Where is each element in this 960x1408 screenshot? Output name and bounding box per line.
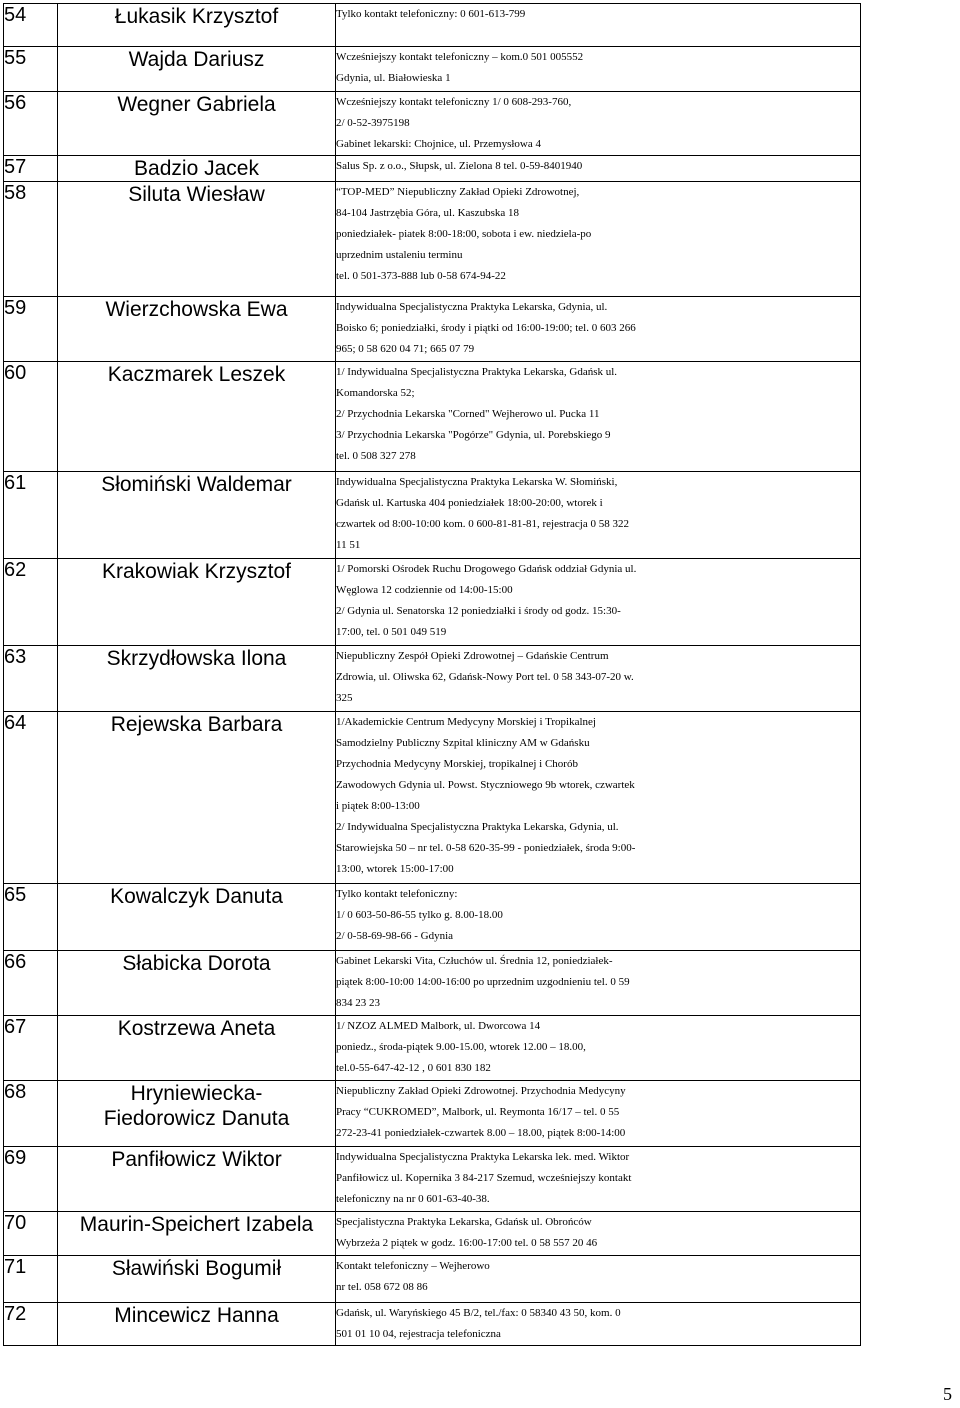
doctor-name: Siluta Wiesław	[58, 182, 336, 297]
info-line: 325	[336, 692, 353, 704]
doctor-name: Sławiński Bogumił	[58, 1256, 336, 1303]
doctor-name: Panfiłowicz Wiktor	[58, 1147, 336, 1212]
info-line: Wybrzeża 2 piątek w godz. 16:00-17:00 tel. 0 58 557 20 46	[336, 1237, 598, 1249]
info-line: 965; 0 58 620 04 71; 665 07 79	[336, 343, 475, 355]
row-number: 63	[4, 646, 58, 712]
info-line: “TOP-MED” Niepubliczny Zakład Opieki Zdrowotnej,	[336, 186, 580, 198]
contact-info	[336, 1256, 861, 1303]
info-line: telefoniczny na nr 0 601-63-40-38.	[336, 1193, 490, 1205]
contact-info	[336, 884, 861, 951]
info-line: 2/ Przychodnia Lekarska "Corned" Wejherowo ul. Pucka 11	[336, 408, 600, 420]
row-number: 59	[4, 297, 58, 362]
info-line: Węglowa 12 codziennie od 14:00-15:00	[336, 584, 513, 596]
row-number: 55	[4, 47, 58, 92]
contact-info	[336, 297, 861, 362]
info-line: 1/Akademickie Centrum Medycyny Morskiej i Tropikalnej	[336, 716, 596, 728]
contact-table	[3, 3, 861, 1346]
table-row	[4, 4, 861, 47]
info-line: czwartek od 8:00-10:00 kom. 0 600-81-81-81, rejestracja 0 58 322	[336, 518, 629, 530]
table-row	[4, 182, 861, 297]
table-row	[4, 472, 861, 559]
contact-info	[336, 362, 861, 472]
info-line: Zdrowia, ul. Oliwska 62, Gdańsk-Nowy Port tel. 0 58 343-07-20 w.	[336, 671, 634, 683]
info-line: nr tel. 058 672 08 86	[336, 1281, 428, 1293]
table-row	[4, 156, 861, 182]
info-line: 501 01 10 04, rejestracja telefoniczna	[336, 1328, 501, 1340]
info-line: piątek 8:00-10:00 14:00-16:00 po uprzednim uzgodnieniu tel. 0 59	[336, 976, 630, 988]
contact-info	[336, 47, 861, 92]
info-line: poniedz., środa-piątek 9.00-15.00, wtorek 12.00 – 18.00,	[336, 1041, 586, 1053]
doctor-name: Wierzchowska Ewa	[58, 297, 336, 362]
table-row	[4, 1212, 861, 1256]
info-line: tel. 0 508 327 278	[336, 450, 416, 462]
info-line: 272-23-41 poniedziałek-czwartek 8.00 – 18.00, piątek 8:00-14:00	[336, 1127, 626, 1139]
table-row	[4, 297, 861, 362]
contact-info	[336, 1147, 861, 1212]
table-row	[4, 1256, 861, 1303]
doctor-name: Rejewska Barbara	[58, 712, 336, 884]
row-number: 70	[4, 1212, 58, 1256]
info-line: 2/ Gdynia ul. Senatorska 12 poniedziałki i środy od godz. 15:30-	[336, 605, 621, 617]
contact-info	[336, 472, 861, 559]
contact-info	[336, 559, 861, 646]
info-line: 1/ 0 603-50-86-55 tylko g. 8.00-18.00	[336, 909, 503, 921]
info-line: 1/ Pomorski Ośrodek Ruchu Drogowego Gdańsk oddział Gdynia ul.	[336, 563, 637, 575]
info-line: 1/ NZOZ ALMED Malbork, ul. Dworcowa 14	[336, 1020, 541, 1032]
info-line: 2/ 0-58-69-98-66 - Gdynia	[336, 930, 454, 942]
info-line: 834 23 23	[336, 997, 380, 1009]
info-line: Tylko kontakt telefoniczny:	[336, 888, 458, 900]
table-row	[4, 362, 861, 472]
info-line: Tylko kontakt telefoniczny: 0 601-613-799	[336, 8, 526, 20]
table-row	[4, 1147, 861, 1212]
row-number: 71	[4, 1256, 58, 1303]
row-number: 68	[4, 1081, 58, 1147]
contact-info	[336, 1212, 861, 1256]
info-line: Specjalistyczna Praktyka Lekarska, Gdańsk ul. Obrońców	[336, 1216, 592, 1228]
row-number: 64	[4, 712, 58, 884]
contact-info	[336, 1081, 861, 1147]
row-number: 62	[4, 559, 58, 646]
info-line: Gabinet Lekarski Vita, Człuchów ul. Średnia 12, poniedziałek-	[336, 955, 613, 967]
row-number: 58	[4, 182, 58, 297]
info-line: 11 51	[336, 539, 361, 551]
row-number: 60	[4, 362, 58, 472]
doctor-name: Skrzydłowska Ilona	[58, 646, 336, 712]
info-line: 2/ Indywidualna Specjalistyczna Praktyka Lekarska, Gdynia, ul.	[336, 821, 619, 833]
info-line: Starowiejska 50 – nr tel. 0-58 620-35-99 - poniedziałek, środa 9:00-	[336, 842, 636, 854]
table-row	[4, 646, 861, 712]
contact-info	[336, 4, 861, 47]
doctor-name: Kaczmarek Leszek	[58, 362, 336, 472]
row-number: 65	[4, 884, 58, 951]
info-line: Pracy “CUKROMED”, Malbork, ul. Reymonta 16/17 – tel. 0 55	[336, 1106, 620, 1118]
info-line: Gdynia, ul. Białowieska 1	[336, 72, 451, 84]
row-number: 57	[4, 156, 58, 182]
doctor-name: Wajda Dariusz	[58, 47, 336, 92]
table-row	[4, 1016, 861, 1081]
page-number: 5	[943, 1384, 952, 1404]
info-line: Zawodowych Gdynia ul. Powst. Styczniowego 9b wtorek, czwartek	[336, 779, 635, 791]
doctor-name: Kostrzewa Aneta	[58, 1016, 336, 1081]
doctor-name: Badzio Jacek	[58, 156, 336, 182]
info-line: Przychodnia Medycyny Morskiej, tropikalnej i Chorób	[336, 758, 578, 770]
doctor-name: Mincewicz Hanna	[58, 1303, 336, 1346]
table-row	[4, 712, 861, 884]
row-number: 72	[4, 1303, 58, 1346]
doctor-name: Wegner Gabriela	[58, 92, 336, 156]
info-line: 13:00, wtorek 15:00-17:00	[336, 863, 454, 875]
table-row	[4, 1081, 861, 1147]
contact-info	[336, 951, 861, 1016]
info-line: tel.0-55-647-42-12 , 0 601 830 182	[336, 1062, 491, 1074]
info-line: i piątek 8:00-13:00	[336, 800, 420, 812]
info-line: tel. 0 501-373-888 lub 0-58 674-94-22	[336, 270, 506, 282]
contact-info	[336, 712, 861, 884]
row-number: 67	[4, 1016, 58, 1081]
info-line: Samodzielny Publiczny Szpital kliniczny AM w Gdańsku	[336, 737, 590, 749]
table-row	[4, 1303, 861, 1346]
info-line: 84-104 Jastrzębia Góra, ul. Kaszubska 18	[336, 207, 519, 219]
info-line: Indywidualna Specjalistyczna Praktyka Lekarska W. Słomiński,	[336, 476, 618, 488]
info-line: 3/ Przychodnia Lekarska "Pogórze" Gdynia, ul. Porebskiego 9	[336, 429, 611, 441]
contact-info	[336, 156, 861, 182]
doctor-name: Słabicka Dorota	[58, 951, 336, 1016]
doctor-name: Maurin-Speichert Izabela	[58, 1212, 336, 1256]
contact-info	[336, 646, 861, 712]
info-line: Panfiłowicz ul. Kopernika 3 84-217 Szemud, wcześniejszy kontakt	[336, 1172, 632, 1184]
row-number: 56	[4, 92, 58, 156]
doctor-name: Kowalczyk Danuta	[58, 884, 336, 951]
info-line: Gabinet lekarski: Chojnice, ul. Przemysłowa 4	[336, 138, 541, 150]
info-line: uprzednim ustaleniu terminu	[336, 249, 463, 261]
contact-info	[336, 1303, 861, 1346]
info-line: Wcześniejszy kontakt telefoniczny 1/ 0 608-293-760,	[336, 96, 572, 108]
info-line: poniedziałek- piatek 8:00-18:00, sobota i ew. niedziela-po	[336, 228, 592, 240]
doctor-name: Hryniewiecka- Fiedorowicz Danuta	[58, 1081, 336, 1147]
info-line: Gdańsk ul. Kartuska 404 poniedziałek 18:00-20:00, wtorek i	[336, 497, 603, 509]
info-line: Gdańsk, ul. Waryńskiego 45 B/2, tel./fax: 0 58340 43 50, kom. 0	[336, 1307, 621, 1319]
contact-info	[336, 182, 861, 297]
info-line: 1/ Indywidualna Specjalistyczna Praktyka Lekarska, Gdańsk ul.	[336, 366, 618, 378]
table-row	[4, 559, 861, 646]
info-line: Boisko 6; poniedziałki, środy i piątki od 16:00-19:00; tel. 0 603 266	[336, 322, 636, 334]
doctor-name: Łukasik Krzysztof	[58, 4, 336, 47]
info-line: 2/ 0-52-3975198	[336, 117, 410, 129]
doctor-name: Słomiński Waldemar	[58, 472, 336, 559]
row-number: 66	[4, 951, 58, 1016]
info-line: Indywidualna Specjalistyczna Praktyka Lekarska lek. med. Wiktor	[336, 1151, 630, 1163]
table-row	[4, 47, 861, 92]
info-line: Wcześniejszy kontakt telefoniczny – kom.0 501 005552	[336, 51, 584, 63]
info-line: Salus Sp. z o.o., Słupsk, ul. Zielona 8 tel. 0-59-8401940	[336, 160, 583, 172]
table-row	[4, 92, 861, 156]
info-line: Komandorska 52;	[336, 387, 415, 399]
row-number: 54	[4, 4, 58, 47]
row-number: 61	[4, 472, 58, 559]
info-line: Niepubliczny Zespół Opieki Zdrowotnej – Gdańskie Centrum	[336, 650, 609, 662]
info-line: 17:00, tel. 0 501 049 519	[336, 626, 447, 638]
table-row	[4, 884, 861, 951]
contact-info	[336, 92, 861, 156]
info-line: Kontakt telefoniczny – Wejherowo	[336, 1260, 490, 1272]
table-row	[4, 951, 861, 1016]
info-line: Niepubliczny Zakład Opieki Zdrowotnej. Przychodnia Medycyny	[336, 1085, 626, 1097]
doctor-name: Krakowiak Krzysztof	[58, 559, 336, 646]
info-line: Indywidualna Specjalistyczna Praktyka Lekarska, Gdynia, ul.	[336, 301, 608, 313]
contact-info	[336, 1016, 861, 1081]
row-number: 69	[4, 1147, 58, 1212]
